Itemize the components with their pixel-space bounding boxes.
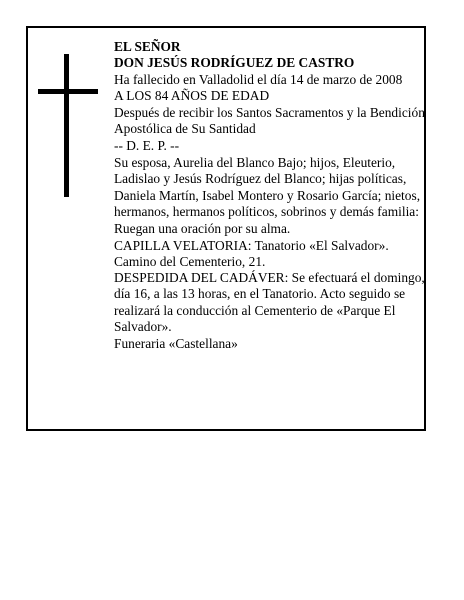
family-text: Su esposa, Aurelia del Blanco Bajo; hijos, Eleuterio, Ladislao y Jesús Rodríguez del Blanco; hijas políticas, Daniela Martín, Isabel Montero y Rosario García; nietos, hermanos, hermanos políticos, sobrinos y demás familia: (114, 155, 421, 219)
cross-vertical-bar (64, 54, 69, 197)
cross-horizontal-bar (38, 89, 98, 94)
funeral-home-text: Funeraria «Castellana» (114, 336, 238, 352)
title-line-1: EL SEÑOR (114, 39, 181, 54)
sacraments-text: Después de recibir los Santos Sacramentos y la Bendición Apostólica de Su Santidad (114, 105, 425, 137)
death-announcement: Ha fallecido en Valladolid el día 14 de marzo de 2008 (114, 71, 403, 87)
deceased-name: DON JESÚS RODRÍGUEZ DE CASTRO (114, 55, 355, 71)
chapel-text: CAPILLA VELATORIA: Tanatorio «El Salvador». Camino del Cementerio, 21. (114, 237, 389, 269)
prayer-text: Ruegan una oración por su alma. (114, 221, 291, 237)
rip-line: -- D. E. P. -- (114, 137, 180, 153)
farewell-text: DESPEDIDA DEL CADÁVER: Se efectuará el domingo, día 16, a las 13 horas, en el Tanatorio. Acto seguido se realizará la conducción al Cementerio de «Parque El Salvador». (114, 270, 425, 335)
cross-icon (38, 54, 98, 197)
obituary-text (114, 39, 426, 353)
age-line: A LOS 84 AÑOS DE EDAD (114, 87, 270, 103)
